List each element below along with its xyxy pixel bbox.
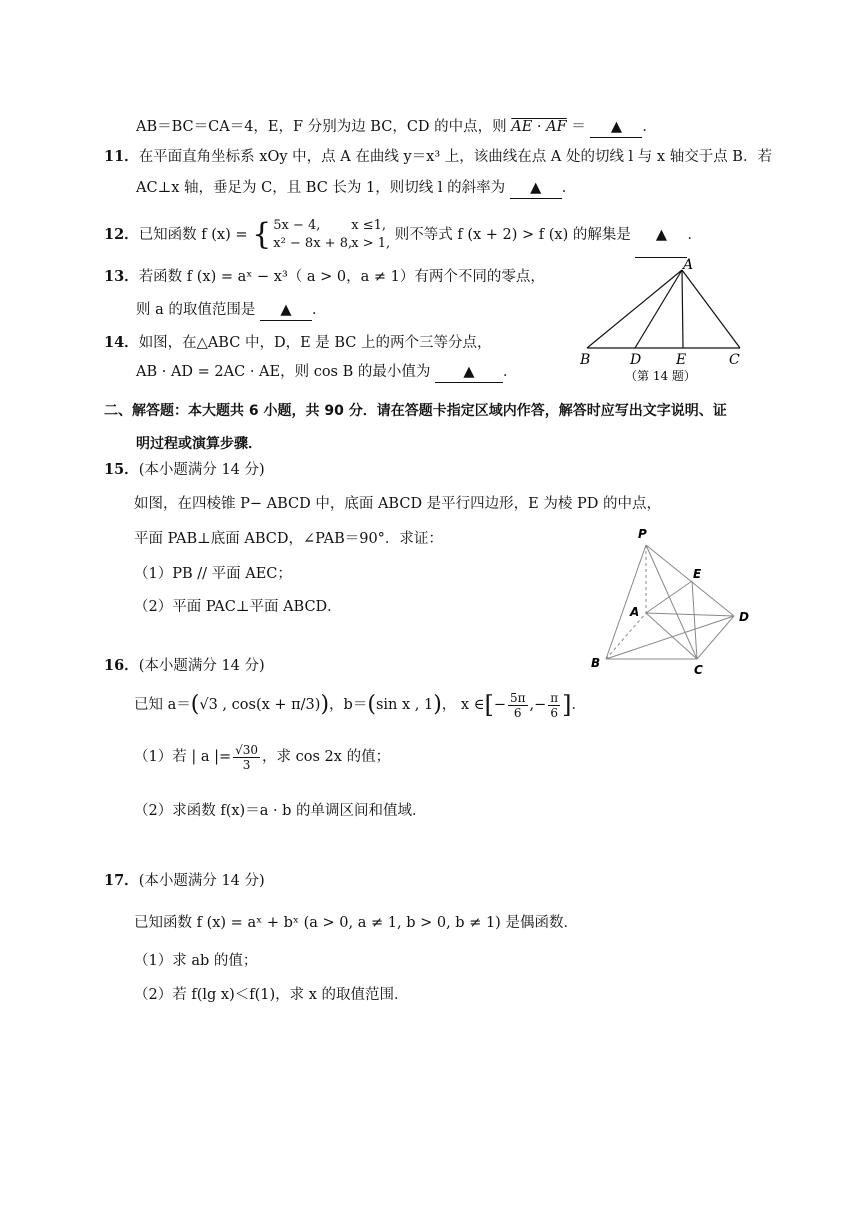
label-c: C [729,352,740,368]
q14-text-b: AB · AD = 2AC · AE，则 cos B 的最小值为 [136,364,431,380]
q16-vector-b: sin x , 1 [375,697,434,713]
answer-blank[interactable] [510,178,562,199]
q15-text-a: 如图，在四棱锥 P− ABCD 中，底面 ABCD 是平行四边形，E 为棱 PD 的中点， [134,496,661,512]
side-ab [587,270,682,348]
figure-14-triangle [575,258,755,388]
q13-text-a: 若函数 f (x) = aˣ − x³（ a > 0，a ≠ 1）有两个不同的零点， [138,269,545,285]
bracket-close: ] [562,691,572,719]
frac-top: 5π [509,690,526,705]
q16-vector-a: √3 , cos(x + π/3) [199,697,321,713]
period: ． [502,364,518,380]
q16-header [104,656,265,676]
frac-bot: 3 [242,757,251,772]
label-b: B [580,352,591,368]
q11-text-a: 在平面直角坐标系 xOy 中，点 A 在曲线 y＝x³ 上，该曲线在点 A 处的切线 l 与 x 轴交于点 B．若 [138,149,772,165]
label-c: C [694,663,703,677]
q14-number: 14． [104,334,139,351]
q13-line2 [136,300,326,321]
side-ac [682,270,740,348]
figure-15-pyramid [588,523,768,683]
label-e: E [676,352,687,368]
q14-text-a: 如图，在△ABC 中，D，E 是 BC 上的两个三等分点， [138,335,492,351]
q16-part1 [134,740,390,774]
segment-ae [646,581,692,613]
q15-score: (本小题满分 14 分) [138,462,265,478]
q13-number: 13． [104,268,139,285]
segment-ec [692,581,697,659]
period: ． [642,119,657,135]
q16-part2 [134,801,427,821]
frac-5pi-6 [508,691,528,720]
q10-dot-product: AE · AF [511,119,567,135]
q15-text-b: 平面 PAB⊥底面 ABCD，∠PAB＝90°．求证： [134,531,443,547]
period: ． [571,697,587,713]
blank-mark: ▲ [530,180,542,196]
q11-line1 [104,147,772,167]
q17-header [104,871,265,891]
q10-eq: ＝ [571,119,586,135]
frac-bot: 6 [513,705,522,720]
q16-b-pre: ，b＝ [329,697,368,713]
q16-x-domain: ， x ∈ [441,697,485,713]
frac-top: π [550,690,559,705]
q13-line1 [104,267,545,287]
answer-blank[interactable] [635,213,687,258]
diag-bd [606,616,734,659]
q14-line2 [136,362,517,383]
q17-part2 [134,985,409,1005]
period: ． [687,227,702,243]
blank-mark: ▲ [463,364,475,380]
q17-line1 [134,913,578,933]
q12-post: 则不等式 f (x + 2) > f (x) 的解集是 [394,227,631,243]
label-d: D [739,610,749,624]
frac-pi-6 [548,691,560,720]
q15-number: 15． [104,461,139,478]
q15-line2 [134,529,443,549]
section-2-heading-cont [136,434,262,454]
q15-line1 [134,494,661,514]
answer-blank[interactable] [260,300,312,321]
q17-text-a: 已知函数 f (x) = aˣ + bˣ (a > 0, a ≠ 1, b > 0, b ≠ 1) 是偶函数． [134,915,578,931]
label-e: E [693,567,702,581]
segment-ae [682,270,683,348]
label-b: B [591,656,601,670]
segment-ad [635,270,682,348]
section-2-heading [104,401,727,421]
q17-text-b: （1）求 ab 的值； [134,953,258,969]
q16-part1-pre: （1）若 | a |= [134,749,232,765]
blank-mark: ▲ [280,302,292,318]
frac-bot: 6 [550,705,559,720]
q12-line [104,213,702,258]
q17-score: (本小题满分 14 分) [138,873,265,889]
edge-pb [606,545,646,659]
q10-text: AB＝BC＝CA＝4，E，F 分别为边 BC，CD 的中点，则 [136,119,507,135]
q12-number: 12． [104,226,139,243]
case1-expr: 5x − 4, [273,218,321,233]
blank-mark: ▲ [610,119,622,135]
q15-part1 [134,564,292,584]
q11-text-b: AC⊥x 轴，垂足为 C，且 BC 长为 1，则切线 l 的斜率为 [136,180,506,196]
case2-expr: x² − 8x + 8, [273,236,353,251]
q15-text-d: （2）平面 PAC⊥平面 ABCD． [134,599,342,615]
section-2-text-a: 二、解答题：本大题共 6 小题，共 90 分．请在答题卡指定区域内作答，解答时应写出文字说明、证 [104,403,727,419]
edge-ad [646,613,734,616]
q16-pre: 已知 a＝ [134,697,191,713]
case2-cond: x > 1, [351,236,391,251]
period: ． [311,302,327,318]
paren-close: ) [433,692,442,717]
diag-ac [646,613,697,659]
q16-number: 16． [104,657,139,674]
q16-part1-post: ，求 cos 2x 的值； [262,749,391,765]
q12-pre: 已知函数 f (x) = [138,227,248,243]
frac-top: √30 [235,742,259,757]
q16-text-2: （2）求函数 f(x)＝a · b 的单调区间和值域． [134,803,427,819]
q16-score: (本小题满分 14 分) [138,658,265,674]
brace-glyph: { [252,217,272,252]
answer-blank[interactable] [590,117,642,138]
q15-part2 [134,597,342,617]
edge-pd [646,545,734,616]
figure-14-caption: （第 14 题） [625,369,696,383]
frac-sqrt30-3 [233,743,260,772]
blank-mark: ▲ [655,227,668,243]
bracket-open: [ [484,691,494,719]
label-p: P [638,527,647,541]
label-a: A [683,258,694,273]
label-a: A [630,605,640,619]
q15-text-c: （1）PB // 平面 AEC； [134,566,292,582]
paren-close: ) [320,692,330,717]
q11-number: 11． [104,148,139,165]
piecewise-cases [273,217,390,253]
q15-header [104,460,265,480]
section-2-text-b: 明过程或演算步骤． [136,436,262,452]
q13-text-b: 则 a 的取值范围是 [136,302,256,318]
q17-number: 17． [104,872,139,889]
q14-line1 [104,333,492,353]
q17-text-c: （2）若 f(lg x)＜f(1)，求 x 的取值范围． [134,987,409,1003]
label-d: D [630,352,642,368]
q17-part1 [134,951,257,971]
answer-blank[interactable] [435,362,503,383]
case1-cond: x ≤1, [351,218,386,233]
q11-line2 [136,178,576,199]
paren-open: ( [190,692,200,717]
edge-pc [646,545,697,659]
period: ． [561,180,577,196]
paren-open: ( [367,692,376,717]
q16-line1: 已知 a＝(√3 , cos(x + π/3))，b＝(sin x , 1)， x ∈[− $\frac{5\pi}{6}$ ,− $\frac{\pi}{6}$ ]． [134,690,587,720]
q10-line [136,117,657,138]
